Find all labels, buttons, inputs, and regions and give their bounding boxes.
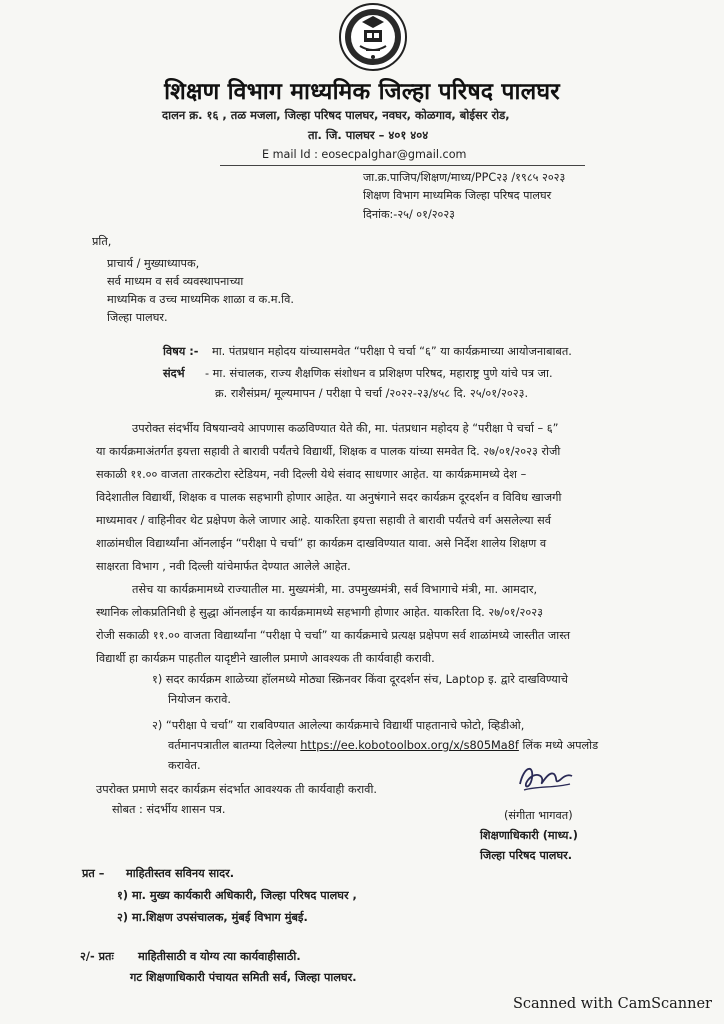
recipient-line-1: प्राचार्य / मुख्याध्यापक, [107,257,200,270]
copy2-heading: माहितीसाठी व योग्य त्या कार्यवाहीसाठी. [138,950,301,963]
para1-line: माध्यमावर / वाहिनीवर थेट प्रक्षेपण केले जाणार आहे. याकरिता इयत्ता सहावी ते बारावी पर्यंतचे वर्ग असलेल्या सर्व [96,514,552,527]
recipient-line-3: माध्यमिक व उच्च माध्यमिक शाळा व क.म.वि. [107,293,294,306]
copy-to-item-1: १) मा. मुख्य कार्यकारी अधिकारी, जिल्हा परिषद पालघर , [117,889,357,902]
action-item-1-line-2: नियोजन करावे. [168,693,232,706]
copy2-label: २/- प्रतः [80,950,114,963]
signature-icon [514,760,576,796]
para1-line: सकाळी ११.०० वाजता तारकटोरा स्टेडियम, नवी दिल्ली येथे संवाद साधणार आहेत. या कार्यक्रमामध्ये देश – [96,468,527,481]
para2-line: रोजी सकाळी ११.०० वाजता विद्यार्थ्यांना “परीक्षा पे चर्चा” या कार्यक्रमाचे प्रत्यक्ष प्रक्षेपण सर्व शाळांमध्ये जास्तीत जास्त [96,629,571,642]
para1-line: साक्षरता विभाग , नवी दिल्ली यांचेमार्फत देण्यात आलेले आहेत. [96,560,351,573]
recipient-prefix: प्रति, [92,235,112,248]
para1-line: उपरोक्त संदर्भीय विषयान्वये आपणास कळविण्यात येते की, मा. पंतप्रधान महोदय हे “परीक्षा पे चर्चा – ६” [132,422,559,435]
upload-link[interactable]: https://ee.kobotoolbox.org/x/s805Ma8f [300,739,519,752]
copy-to-heading: माहितीस्तव सविनय सादर. [126,867,235,880]
item2-prefix: वर्तमानपत्रातील बातम्या दिलेल्या [168,739,301,752]
signatory-office: जिल्हा परिषद पालघर. [480,849,573,862]
para2-line: तसेच या कार्यक्रमामध्ये राज्यातील मा. मुख्यमंत्री, मा. उपमुख्यमंत्री, सर्व विभागाचे मंत्री, मा. आमदार, [132,583,538,596]
reference-number: जा.क्र.पाजिप/शिक्षण/माध्य/PPC२३ /१९८५ २०२३ [363,171,566,184]
recipient-line-4: जिल्हा पालघर. [107,311,168,324]
enclosure-line: सोबत : संदर्भीय शासन पत्र. [112,803,226,816]
copy-to-item-2: २) मा.शिक्षण उपसंचालक, मुंबई विभाग मुंबई. [117,911,308,924]
address-line-2: ता. जि. पालघर – ४०१ ४०४ [308,128,429,142]
email-line: E mail Id : eosecpalghar@gmail.com [262,148,467,161]
body-paragraph-2 [96,578,644,670]
reference-line-1: - मा. संचालक, राज्य शैक्षणिक संशोधन व प्रशिक्षण परिषद, महाराष्ट्र पुणे यांचे पत्र जा. [205,367,553,380]
subject-text: मा. पंतप्रधान महोदय यांच्यासमवेत “परीक्षा पे चर्चा “६” या कार्यक्रमाच्या आयोजनाबाबत. [212,345,572,358]
address-line-1: दालन क्र. १६ , तळ मजला, जिल्हा परिषद पालघर, नवघर, कोळगाव, बोईसर रोड, [162,108,510,122]
para2-line: विद्यार्थी हा कार्यक्रम पाहतील यादृष्टीने खालील प्रमाणे आवश्यक ती कार्यवाही करावी. [96,652,435,665]
signatory-name: (संगीता भागवत) [504,809,573,822]
reference-line-2: क्र. राशैसंप्रम/ मूल्यमापन / परीक्षा पे चर्चा /२०२२-२३/४५८ दि. २५/०१/२०२३. [215,387,529,400]
copy-to-label: प्रत – [82,867,105,880]
reference-office: शिक्षण विभाग माध्यमिक जिल्हा परिषद पालघर [363,189,552,202]
para1-line: या कार्यक्रमाअंतर्गत इयत्ता सहावी ते बारावी पर्यंतचे विद्यार्थी, शिक्षक व पालक यांच्या समवेत दि. २७/०१/२०२३ रोजी [96,445,561,458]
signatory-designation: शिक्षणाधिकारी (माध्य.) [480,829,578,842]
para1-line: शाळांमधील विद्यार्थ्यांना ऑनलाईन “परीक्षा पे चर्चा” हा कार्यक्रम दाखविण्यात यावा. असे निर्देश शालेय शिक्षण व [96,537,547,550]
recipient-line-2: सर्व माध्यम व सर्व व्यवस्थापनाच्या [107,275,244,288]
government-seal-icon [338,2,408,72]
body-paragraph-1 [96,417,644,578]
reference-label: संदर्भ [163,367,185,380]
scanner-watermark: Scanned with CamScanner [512,996,712,1012]
subject-label: विषय :- [163,345,199,358]
department-title: शिक्षण विभाग माध्यमिक जिल्हा परिषद पालघर [164,79,560,105]
para1-line: विदेशातील विद्यार्थी, शिक्षक व पालक सहभागी होणार आहेत. या अनुषंगाने सदर कार्यक्रम दूरदर्शन व विविध खाजगी [96,491,562,504]
action-item-2-line-2 [168,738,598,753]
action-item-2-line-1: २) “परीक्षा पे चर्चा” या राबविण्यात आलेल्या कार्यक्रमाचे विद्यार्थी पाहतानाचे फोटो, व्हिडीओ, [152,719,525,732]
header-divider [220,165,585,166]
letter-date: दिनांक:-२५/ ०१/२०२३ [363,208,455,221]
item2-suffix: लिंक मध्ये अपलोड [518,739,599,752]
action-item-1-line-1: १) सदर कार्यक्रम शाळेच्या हॉलमध्ये मोठ्या स्क्रिनवर किंवा दूरदर्शन संच, Laptop इ. द्वारे दाखविण्याचे [152,673,568,686]
para2-line: स्थानिक लोकप्रतिनिधी हे सुद्धा ऑनलाईन या कार्यक्रमामध्ये सहभागी होणार आहेत. याकरिता दि. २७/०१/२०२३ [96,606,543,619]
copy2-line: गट शिक्षणाधिकारी पंचायत समिती सर्व, जिल्हा पालघर. [130,971,357,984]
closing-line: उपरोक्त प्रमाणे सदर कार्यक्रम संदर्भात आवश्यक ती कार्यवाही करावी. [96,783,377,796]
action-item-2-line-3: करावेत. [168,759,201,772]
